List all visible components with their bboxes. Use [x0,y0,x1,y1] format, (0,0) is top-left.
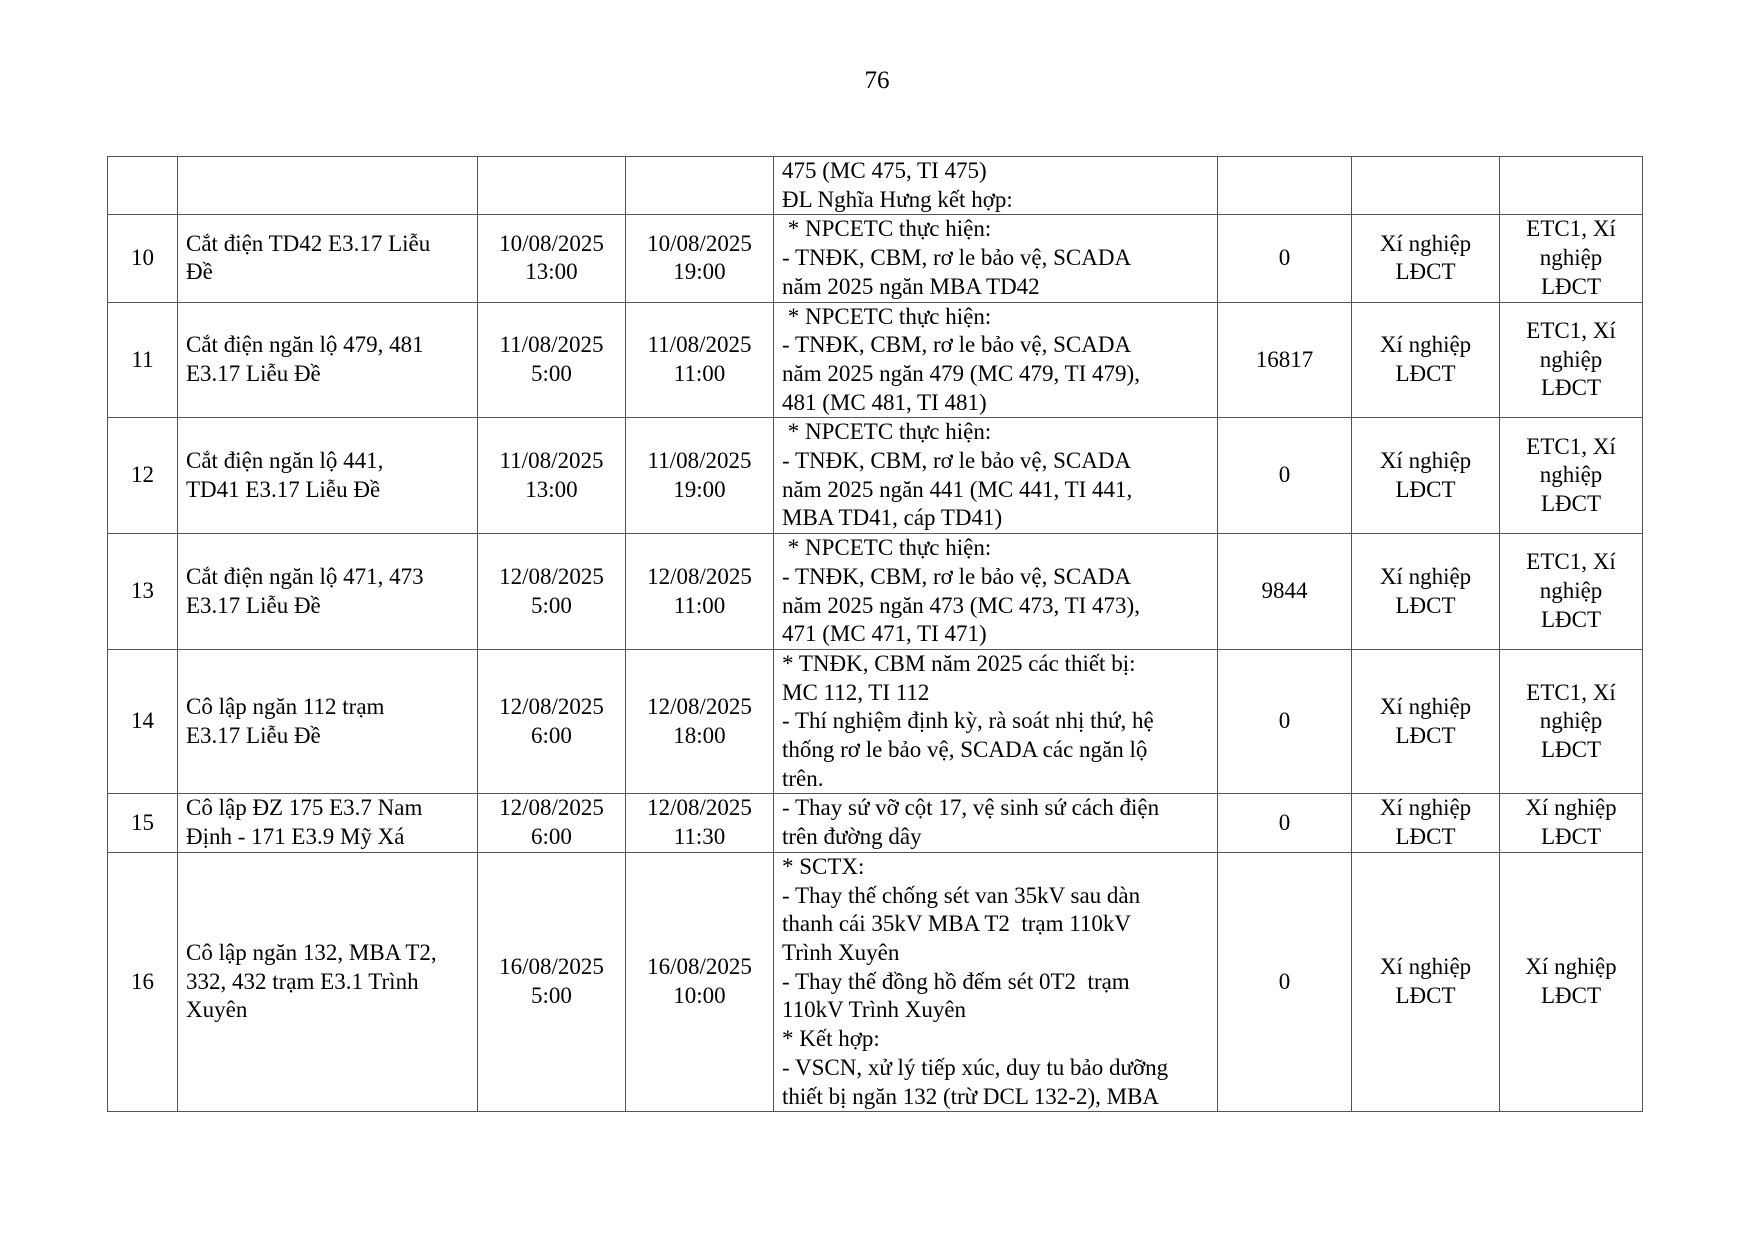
cell-line: 12/08/2025 [499,563,604,589]
cell-line: Cô lập ĐZ 175 E3.7 Nam [186,795,423,821]
outage-schedule-table [107,156,1643,1112]
cell-line: nghiệp [1539,708,1603,734]
cell-start-time [478,157,626,215]
cell-line: LĐCT [1540,737,1602,763]
cell-line: Xuyên [186,997,248,1023]
cell-end-time [626,534,774,650]
cell-line: 6:00 [531,824,572,850]
cell-line: 110kV Trình Xuyên [782,997,967,1023]
cell-line: 332, 432 trạm E3.1 Trình [186,968,419,994]
cell-content [178,852,478,1111]
cell-responsible-unit [1500,649,1643,794]
cell-line: - TNĐK, CBM, rơ le bảo vệ, SCADA [782,448,1132,474]
cell-line: - Thay thế đồng hồ đếm sét 0T2 trạm [782,968,1130,994]
cell-line: thống rơ le bảo vệ, SCADA các ngăn lộ [782,737,1148,763]
cell-start-time [478,649,626,794]
cell-line: MBA TD41, cáp TD41) [782,505,1003,531]
cell-executing-unit [1352,852,1500,1111]
cell-work-description [774,794,1218,852]
cell-executing-unit [1352,649,1500,794]
cell-content [178,302,478,418]
cell-line: Xí nghiệp [1525,954,1617,980]
cell-executing-unit [1352,534,1500,650]
cell-line: Xí nghiệp [1379,694,1472,719]
cell-line: 5:00 [531,592,572,618]
cell-stt [108,852,178,1111]
cell-line: ETC1, Xí [1526,549,1616,575]
cell-text: 0 [1278,245,1291,271]
cell-line: 10/08/2025 [499,230,604,256]
cell-line: 12/08/2025 [499,694,604,719]
cell-text: 0 [1278,809,1291,835]
cell-line: 16/08/2025 [647,954,752,980]
cell-line: 12/08/2025 [647,563,752,589]
cell-line: * SCTX: [782,853,865,879]
cell-content [178,649,478,794]
cell-line: 12/08/2025 [647,694,752,719]
cell-line: Xí nghiệp [1379,563,1472,589]
cell-line: * NPCETC thực hiện: [782,535,992,561]
cell-line: Cô lập ngăn 132, MBA T2, [186,939,437,965]
cell-line: 11/08/2025 [647,332,752,358]
cell-load [1218,794,1352,852]
cell-work-description [774,157,1218,215]
cell-line: E3.17 Liễu Đề [186,722,321,748]
cell-line: Cô lập ngăn 112 trạm [186,694,385,719]
cell-line: ETC1, Xí [1526,216,1616,242]
cell-line: - TNĐK, CBM, rơ le bảo vệ, SCADA [782,245,1132,271]
table-row [108,649,1643,794]
cell-text: 13 [131,578,154,604]
cell-start-time [478,794,626,852]
cell-line: 475 (MC 475, TI 475) [782,158,987,183]
cell-work-description [774,418,1218,534]
cell-load [1218,302,1352,418]
cell-work-description [774,852,1218,1111]
cell-line: 16/08/2025 [499,954,604,980]
cell-line: trên đường dây [782,824,922,850]
cell-text: 14 [131,708,154,734]
cell-line: ĐL Nghĩa Hưng kết hợp: [782,186,1013,212]
cell-line: năm 2025 ngăn 441 (MC 441, TI 441, [782,476,1133,502]
cell-line: 12/08/2025 [499,795,604,821]
table-row [108,418,1643,534]
cell-content [178,418,478,534]
cell-line: LĐCT [1395,983,1456,1009]
cell-line: LĐCT [1540,491,1602,517]
cell-line: 19:00 [673,476,726,502]
cell-start-time [478,852,626,1111]
cell-responsible-unit [1500,418,1643,534]
cell-content [178,534,478,650]
cell-line: 13:00 [525,259,578,285]
cell-line: Định - 171 E3.9 Mỹ Xá [186,824,405,850]
cell-line: LĐCT [1540,606,1602,632]
cell-line: 11/08/2025 [647,448,752,474]
cell-content [178,215,478,302]
cell-line: Đề [186,259,213,285]
cell-line: thiết bị ngăn 132 (trừ DCL 132-2), MBA [782,1083,1160,1109]
cell-line: 10:00 [673,983,726,1009]
cell-text: 11 [131,346,154,372]
table-row [108,302,1643,418]
cell-executing-unit [1352,302,1500,418]
cell-line: LĐCT [1395,360,1456,386]
cell-line: E3.17 Liễu Đề [186,360,321,386]
cell-start-time [478,534,626,650]
cell-stt [108,794,178,852]
cell-line: Trình Xuyên [782,939,900,965]
table-row [108,157,1643,215]
cell-responsible-unit [1500,852,1643,1111]
cell-line: năm 2025 ngăn 479 (MC 479, TI 479), [782,360,1140,386]
cell-text: 15 [131,809,154,835]
cell-text: 10 [131,245,154,271]
cell-load [1218,534,1352,650]
cell-responsible-unit [1500,534,1643,650]
cell-line: ETC1, Xí [1526,679,1616,705]
cell-executing-unit [1352,418,1500,534]
cell-line: 5:00 [531,360,572,386]
cell-line: 471 (MC 471, TI 471) [782,621,987,647]
cell-line: Cắt điện ngăn lộ 479, 481 [186,332,424,358]
cell-line: - Thí nghiệm định kỳ, rà soát nhị thứ, hệ [782,708,1154,734]
cell-responsible-unit [1500,157,1643,215]
cell-line: - TNĐK, CBM, rơ le bảo vệ, SCADA [782,332,1132,358]
cell-load [1218,215,1352,302]
cell-line: 11:00 [673,592,726,618]
cell-line: năm 2025 ngăn 473 (MC 473, TI 473), [782,592,1140,618]
cell-line: TD41 E3.17 Liễu Đề [186,476,381,502]
cell-line: 481 (MC 481, TI 481) [782,389,987,415]
cell-end-time [626,157,774,215]
table-body [108,157,1643,1112]
table-row [108,794,1643,852]
cell-line: năm 2025 ngăn MBA TD42 [782,273,1040,299]
cell-start-time [478,418,626,534]
cell-text: 12 [131,462,154,488]
table-row [108,534,1643,650]
cell-line: 11:00 [673,360,726,386]
cell-line: Xí nghiệp [1379,448,1472,474]
cell-line: Cắt điện TD42 E3.17 Liễu [186,230,431,256]
cell-end-time [626,794,774,852]
cell-start-time [478,215,626,302]
cell-line: Xí nghiệp [1379,954,1472,980]
cell-line: * Kết hợp: [782,1026,880,1052]
cell-load [1218,852,1352,1111]
cell-line: MC 112, TI 112 [782,679,930,705]
cell-work-description [774,649,1218,794]
cell-stt [108,534,178,650]
cell-executing-unit [1352,794,1500,852]
cell-start-time [478,302,626,418]
cell-text: 0 [1278,708,1291,734]
cell-end-time [626,852,774,1111]
cell-end-time [626,418,774,534]
cell-executing-unit [1352,157,1500,215]
cell-line: ETC1, Xí [1526,433,1616,459]
cell-line: LĐCT [1395,592,1456,618]
cell-line: 11/08/2025 [499,332,604,358]
cell-content [178,157,478,215]
cell-line: nghiệp [1539,245,1603,271]
page-number: 76 [864,67,890,94]
cell-line: trên. [782,765,824,791]
cell-end-time [626,302,774,418]
cell-line: LĐCT [1540,983,1602,1009]
cell-end-time [626,649,774,794]
cell-text: 16817 [1255,346,1314,372]
cell-load [1218,649,1352,794]
cell-line: 5:00 [531,983,572,1009]
cell-line: * NPCETC thực hiện: [782,303,992,329]
cell-line: * NPCETC thực hiện: [782,216,992,242]
cell-stt [108,418,178,534]
cell-responsible-unit [1500,302,1643,418]
cell-executing-unit [1352,215,1500,302]
cell-line: Xí nghiệp [1379,332,1472,358]
cell-stt [108,649,178,794]
cell-line: Cắt điện ngăn lộ 441, [186,448,384,474]
cell-line: - VSCN, xử lý tiếp xúc, duy tu bảo dưỡng [782,1054,1169,1080]
cell-line: LĐCT [1395,722,1456,748]
cell-line: nghiệp [1539,346,1603,372]
cell-load [1218,418,1352,534]
cell-work-description [774,215,1218,302]
cell-work-description [774,534,1218,650]
cell-line: 11/08/2025 [499,448,604,474]
table-row [108,215,1643,302]
cell-line: thanh cái 35kV MBA T2 trạm 110kV [782,911,1132,937]
cell-text: 0 [1278,462,1291,488]
cell-end-time [626,215,774,302]
cell-line: Cắt điện ngăn lộ 471, 473 [186,563,424,589]
cell-content [178,794,478,852]
cell-line: LĐCT [1540,824,1602,850]
cell-line: LĐCT [1395,824,1456,850]
cell-line: E3.17 Liễu Đề [186,592,321,618]
cell-line: 19:00 [673,259,726,285]
cell-line: ETC1, Xí [1526,317,1616,343]
cell-line: - TNĐK, CBM, rơ le bảo vệ, SCADA [782,563,1132,589]
cell-line: 18:00 [673,722,726,748]
cell-stt [108,302,178,418]
cell-line: 12/08/2025 [647,795,752,821]
cell-line: 13:00 [525,476,578,502]
cell-line: LĐCT [1395,259,1456,285]
cell-line: - Thay thế chống sét van 35kV sau dàn [782,882,1141,908]
cell-line: 6:00 [531,722,572,748]
cell-line: * TNĐK, CBM năm 2025 các thiết bị: [782,650,1136,676]
cell-stt [108,215,178,302]
cell-line: Xí nghiệp [1525,795,1617,821]
cell-line: LĐCT [1540,375,1602,401]
cell-line: Xí nghiệp [1379,230,1472,256]
cell-responsible-unit [1500,215,1643,302]
cell-line: LĐCT [1540,273,1602,299]
cell-stt [108,157,178,215]
cell-text: 9844 [1261,578,1308,604]
cell-line: LĐCT [1395,476,1456,502]
cell-text: 16 [131,968,154,994]
cell-line: Xí nghiệp [1379,795,1472,821]
cell-line: 11:30 [673,824,726,850]
cell-work-description [774,302,1218,418]
cell-load [1218,157,1352,215]
table-row [108,852,1643,1111]
cell-text: 0 [1278,968,1291,994]
cell-line: - Thay sứ vỡ cột 17, vệ sinh sứ cách điện [782,795,1160,821]
cell-responsible-unit [1500,794,1643,852]
cell-line: nghiệp [1539,578,1603,604]
cell-line: * NPCETC thực hiện: [782,419,992,445]
cell-line: nghiệp [1539,462,1603,488]
cell-line: 10/08/2025 [647,230,752,256]
